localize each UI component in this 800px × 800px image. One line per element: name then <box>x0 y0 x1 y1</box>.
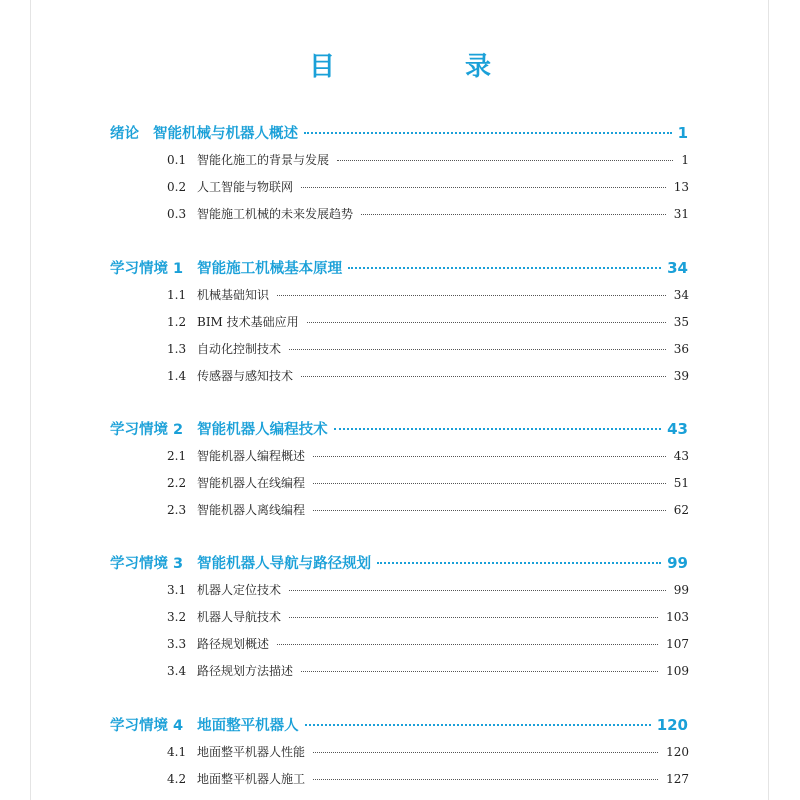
dot-leader <box>277 644 658 645</box>
section-title: 路径规划方法描述 <box>197 664 294 678</box>
section-number: 4.1 <box>167 745 187 759</box>
dot-leader <box>337 160 673 161</box>
section-title: 自动化控制技术 <box>197 342 282 356</box>
chapter-title: 智能施工机械基本原理 <box>197 261 343 277</box>
section-title: 机械基础知识 <box>197 288 270 302</box>
section-number: 0.1 <box>167 153 187 167</box>
dot-leader <box>277 295 666 296</box>
toc-chapter-entry[interactable] <box>110 122 688 143</box>
chapter-number: 学习情境 4 <box>110 718 184 734</box>
dot-leader <box>313 483 666 484</box>
chapter-title: 智能机械与机器人概述 <box>153 126 298 142</box>
dot-leader <box>377 562 661 564</box>
section-page-number: 35 <box>673 315 689 329</box>
section-title: 地面整平机器人性能 <box>197 745 306 759</box>
toc-section-entry[interactable] <box>167 501 689 518</box>
dot-leader <box>334 428 661 430</box>
chapter-title: 智能机器人导航与路径规划 <box>197 556 372 572</box>
chapter-label <box>110 714 299 735</box>
page-border <box>30 0 769 800</box>
dot-leader <box>304 132 672 134</box>
toc-section-entry[interactable] <box>167 770 689 787</box>
chapter-title: 地面整平机器人 <box>197 718 299 734</box>
chapter-number: 学习情境 3 <box>110 556 184 572</box>
section-title: 智能施工机械的未来发展趋势 <box>197 207 354 221</box>
section-page-number: 120 <box>666 745 689 759</box>
section-page-number: 107 <box>666 637 689 651</box>
chapter-title: 智能机器人编程技术 <box>197 422 328 438</box>
chapter-page-number: 43 <box>667 420 688 438</box>
toc-chapter-entry[interactable] <box>110 418 688 439</box>
section-number: 2.1 <box>167 449 187 463</box>
section-number: 3.1 <box>167 583 187 597</box>
section-page-number: 43 <box>673 449 689 463</box>
section-number: 3.3 <box>167 637 187 651</box>
section-title: 传感器与感知技术 <box>197 369 294 383</box>
toc-section-entry[interactable] <box>167 635 689 652</box>
section-title: 机器人定位技术 <box>197 583 282 597</box>
toc-section-entry[interactable] <box>167 205 689 222</box>
section-number: 3.4 <box>167 664 187 678</box>
section-title: 地面整平机器人施工 <box>197 772 306 786</box>
chapter-page-number: 120 <box>656 716 688 734</box>
section-page-number: 127 <box>666 772 689 786</box>
section-page-number: 51 <box>673 476 689 490</box>
section-title: 机器人导航技术 <box>197 610 282 624</box>
section-page-number: 34 <box>673 288 689 302</box>
section-number: 1.1 <box>167 288 187 302</box>
section-number: 0.2 <box>167 180 187 194</box>
dot-leader <box>313 752 658 753</box>
chapter-page-number: 1 <box>677 124 688 142</box>
toc-chapter-entry[interactable] <box>110 552 688 573</box>
toc-section-entry[interactable] <box>167 743 689 760</box>
section-number: 2.2 <box>167 476 187 490</box>
toc-section-entry[interactable] <box>167 447 689 464</box>
section-title: 路径规划概述 <box>197 637 270 651</box>
section-page-number: 103 <box>666 610 689 624</box>
section-title: 智能机器人在线编程 <box>197 476 306 490</box>
dot-leader <box>289 349 666 350</box>
toc-section-entry[interactable] <box>167 151 689 168</box>
dot-leader <box>313 779 658 780</box>
chapter-label <box>110 122 298 143</box>
section-page-number: 13 <box>673 180 689 194</box>
chapter-number: 学习情境 1 <box>110 261 184 277</box>
toc-section-entry[interactable] <box>167 608 689 625</box>
dot-leader <box>301 671 658 672</box>
dot-leader <box>361 214 666 215</box>
section-title: 智能化施工的背景与发展 <box>197 153 330 167</box>
chapter-label <box>110 418 328 439</box>
section-page-number: 31 <box>673 207 689 221</box>
chapter-label <box>110 552 371 573</box>
section-number: 0.3 <box>167 207 187 221</box>
chapter-number: 绪论 <box>110 126 139 142</box>
section-title: 智能机器人离线编程 <box>197 503 306 517</box>
chapter-page-number: 99 <box>667 554 688 572</box>
section-number: 1.3 <box>167 342 187 356</box>
section-page-number: 99 <box>673 583 689 597</box>
toc-section-entry[interactable] <box>167 286 689 303</box>
section-page-number: 36 <box>673 342 689 356</box>
section-number: 2.3 <box>167 503 187 517</box>
dot-leader <box>301 376 666 377</box>
toc-chapter-entry[interactable] <box>110 257 688 278</box>
section-number: 3.2 <box>167 610 187 624</box>
section-page-number: 62 <box>673 503 689 517</box>
toc-section-entry[interactable] <box>167 581 689 598</box>
toc-section-entry[interactable] <box>167 178 689 195</box>
section-page-number: 109 <box>666 664 689 678</box>
section-title: 人工智能与物联网 <box>197 180 294 194</box>
dot-leader <box>301 187 666 188</box>
toc-section-entry[interactable] <box>167 662 689 679</box>
dot-leader <box>313 510 666 511</box>
toc-section-entry[interactable] <box>167 367 689 384</box>
dot-leader <box>289 590 666 591</box>
toc-section-entry[interactable] <box>167 313 689 330</box>
chapter-label <box>110 257 342 278</box>
dot-leader <box>348 267 661 269</box>
toc-section-entry[interactable] <box>167 340 689 357</box>
toc-section-entry[interactable] <box>167 474 689 491</box>
toc-chapter-entry[interactable] <box>110 714 688 735</box>
dot-leader <box>289 617 658 618</box>
dot-leader <box>307 322 666 323</box>
section-number: 1.4 <box>167 369 187 383</box>
section-number: 4.2 <box>167 772 187 786</box>
section-page-number: 1 <box>681 153 689 167</box>
dot-leader <box>313 456 666 457</box>
chapter-page-number: 34 <box>667 259 688 277</box>
chapter-number: 学习情境 2 <box>110 422 184 438</box>
section-title: BIM 技术基础应用 <box>197 315 299 329</box>
dot-leader <box>305 724 651 726</box>
section-title: 智能机器人编程概述 <box>197 449 306 463</box>
section-number: 1.2 <box>167 315 187 329</box>
section-page-number: 39 <box>673 369 689 383</box>
page-title: 目 录 <box>308 52 543 82</box>
